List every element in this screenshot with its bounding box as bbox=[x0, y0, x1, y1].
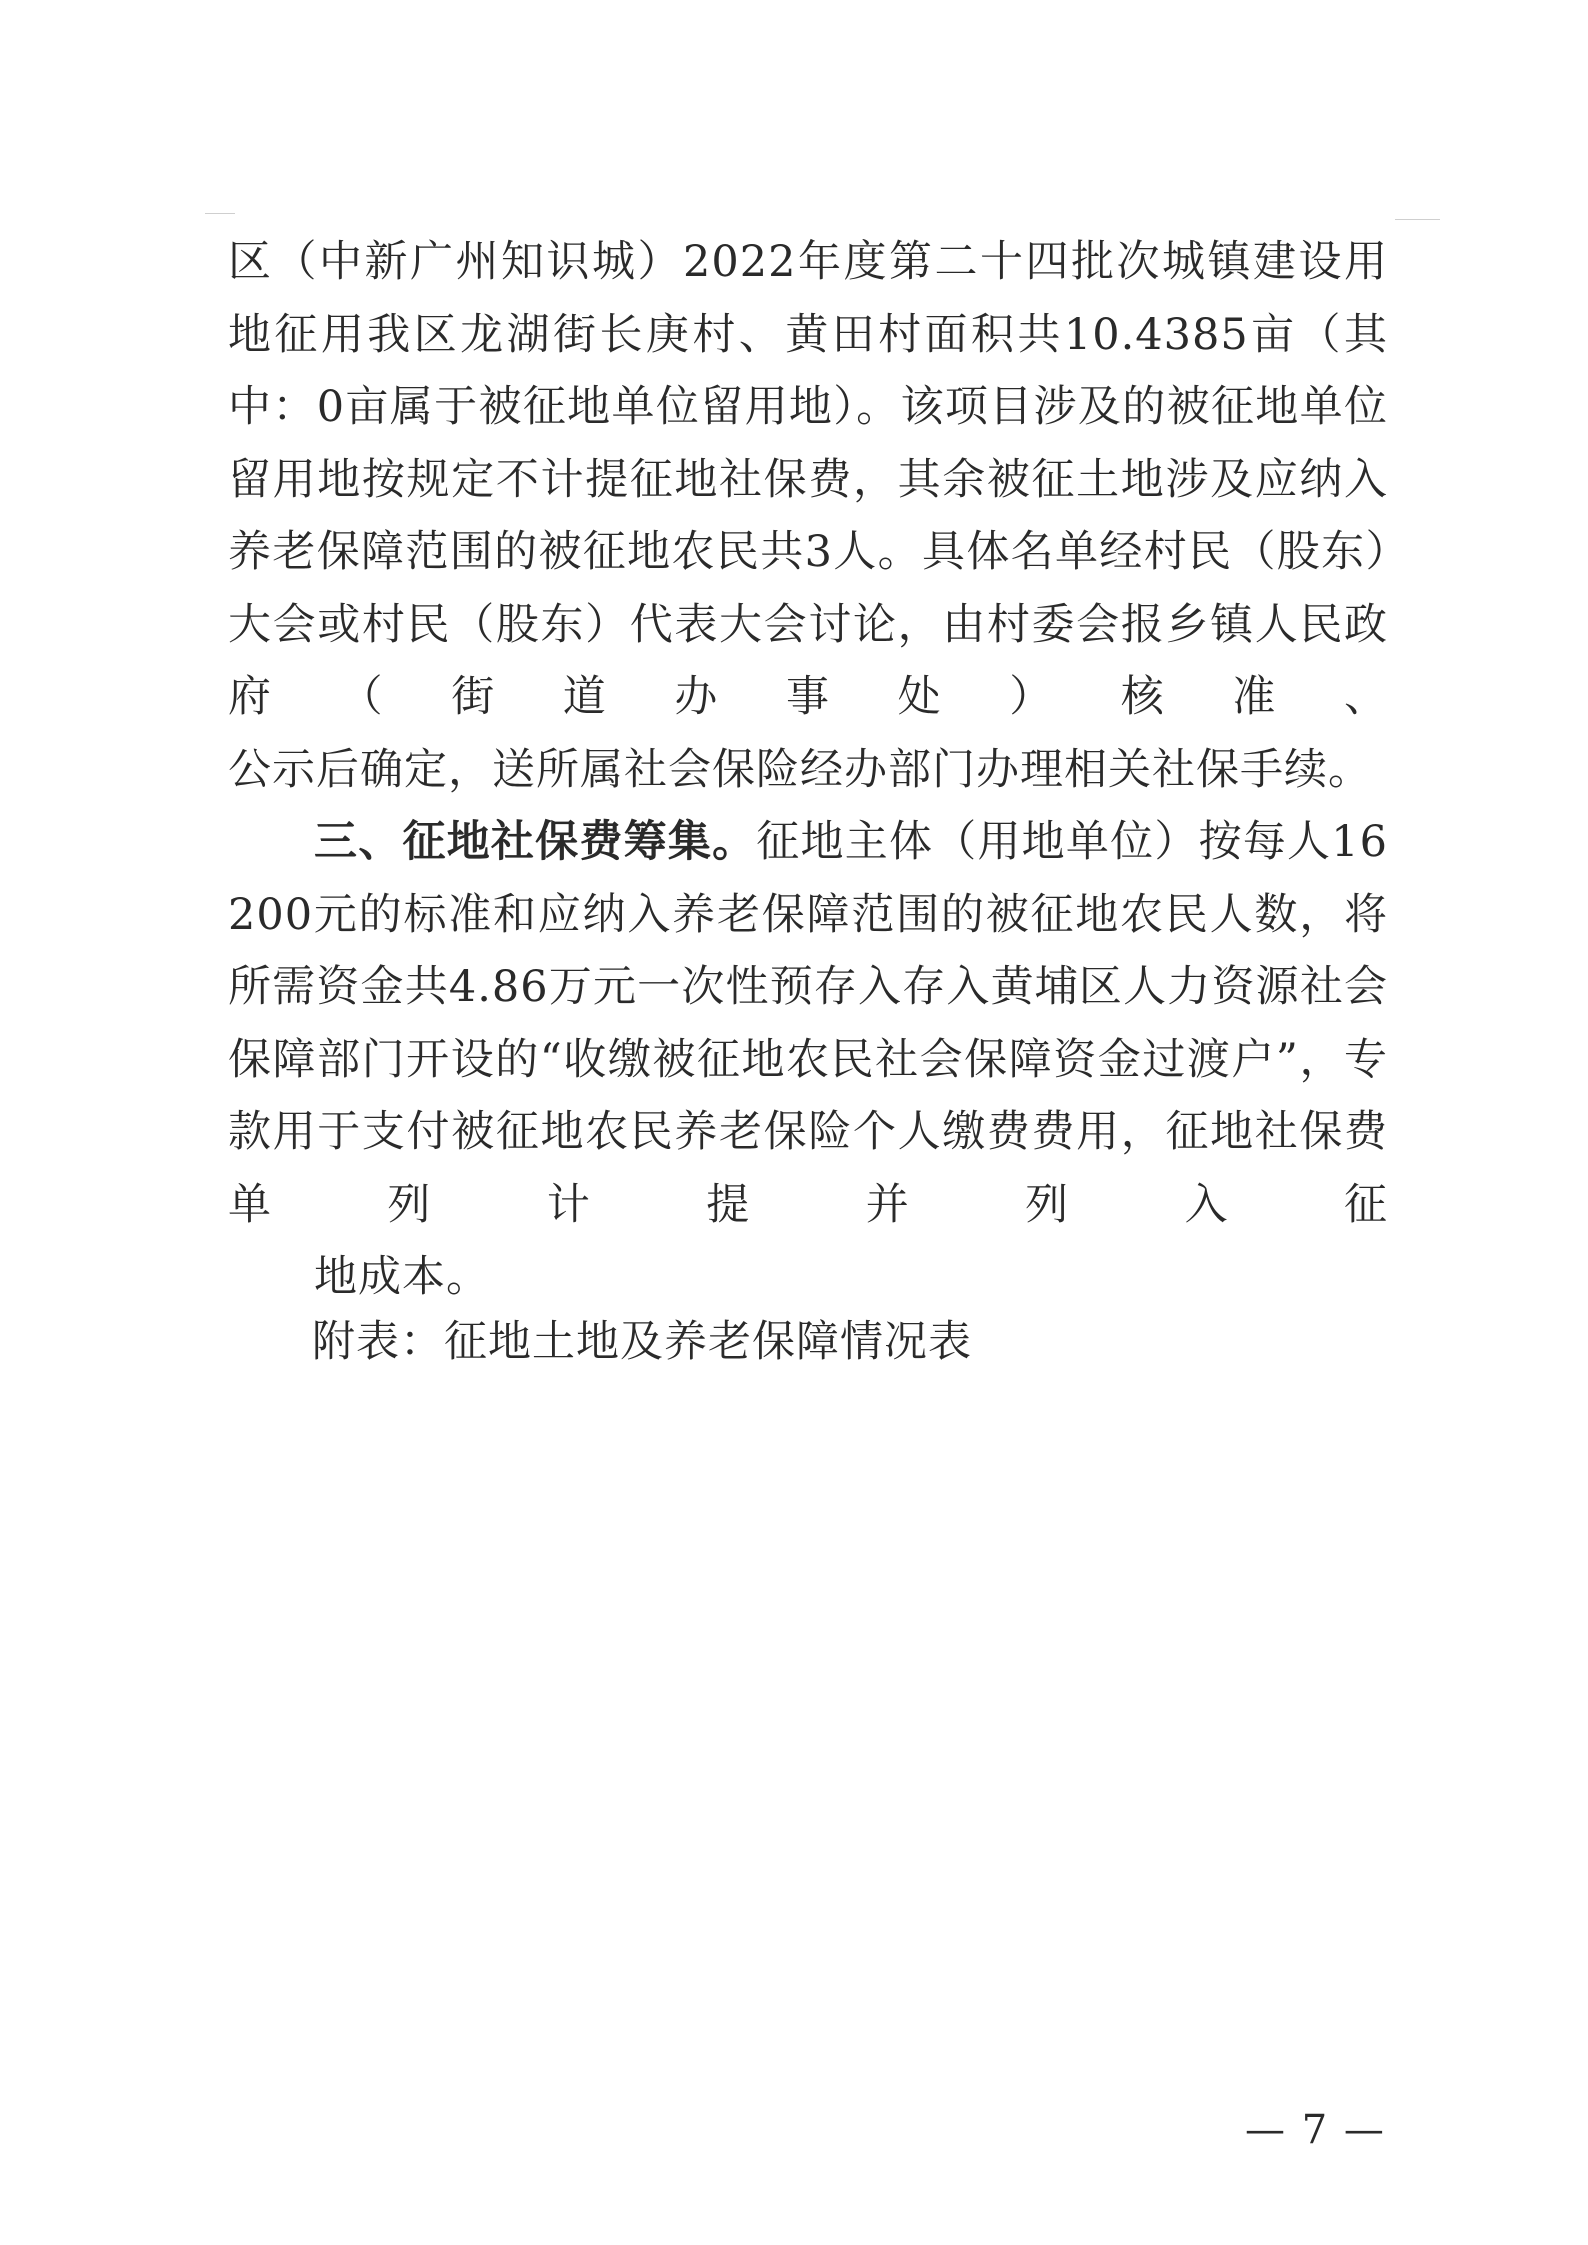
paragraph-social-security-fund bbox=[228, 806, 1388, 1314]
paragraph-compensation-text: 区（中新广州知识城）2022年度第二十四批次城镇建设用地征用我区龙湖街长庚村、黄田村面积共10.4385亩（其中：0亩属于被征地单位留用地）。该项目涉及的被征地单位留用地按规定不计提征地社保费，其余被征土地涉及应纳入养老保障范围的被征地农民共3人。具体名单经村民（股东）大会或村民（股东）代表大会讨论，由村委会报乡镇人民政府（街道办事处）核准、 bbox=[228, 237, 1388, 722]
paragraph-compensation-last-line: 公示后确定，送所属社会保险经办部门办理相关社保手续。 bbox=[228, 744, 1372, 795]
section-heading: 三、征地社保费筹集。 bbox=[314, 817, 757, 867]
attachment-note: 附表：征地土地及养老保障情况表 bbox=[312, 1317, 972, 1367]
scan-edge-mark-right bbox=[1395, 219, 1440, 220]
paragraph-compensation bbox=[228, 226, 1388, 806]
scan-edge-mark-left bbox=[205, 213, 235, 214]
page-number: — 7 — bbox=[1245, 2107, 1386, 2153]
document-body bbox=[228, 226, 1388, 1314]
paragraph-social-security-text: 征地主体（用地单位）按每人16200元的标准和应纳入养老保障范围的被征地农民人数，将所需资金共4.86万元一次性预存入存入黄埔区人力资源社会保障部门开设的“收缴被征地农民社会保障资金过渡户”，专款用于支付被征地农民养老保险个人缴费费用，征地社保费单列计提并列入征 bbox=[228, 817, 1388, 1230]
paragraph-social-security-last-line: 地成本。 bbox=[314, 1252, 490, 1302]
